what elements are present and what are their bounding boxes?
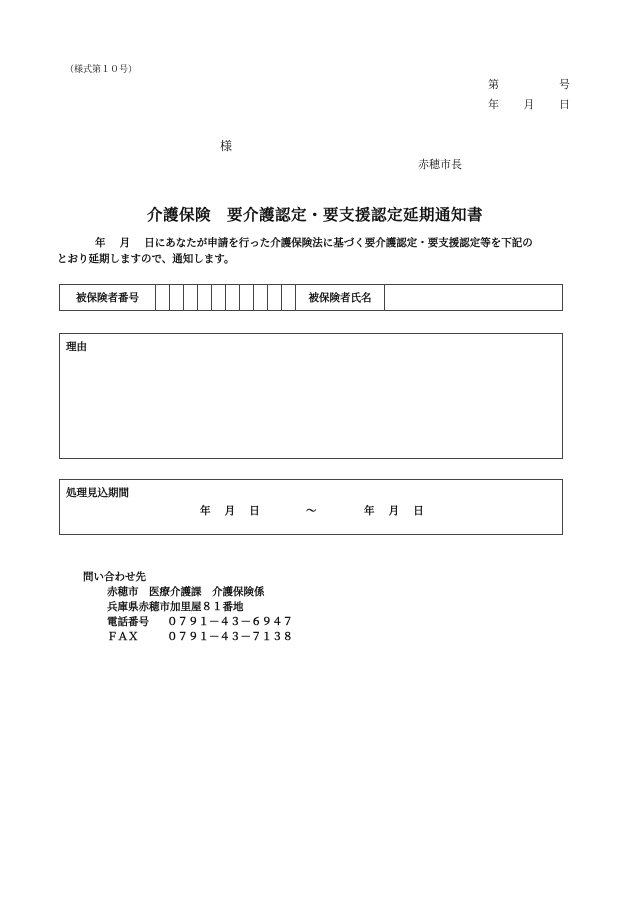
contact-heading: 問い合わせ先 xyxy=(83,571,146,583)
insured-number-cell xyxy=(226,285,240,310)
tel-number: ０７９１－４３－６９４７ xyxy=(167,616,293,628)
insured-info-row xyxy=(59,284,563,311)
date-month: 月 xyxy=(523,98,535,111)
period-to: 年 月 日 xyxy=(364,505,424,517)
doc-no-label: 第 xyxy=(488,78,499,91)
insured-number-cell xyxy=(170,285,184,310)
contact-block xyxy=(83,570,293,645)
form-number: （様式第１０号） xyxy=(65,65,138,75)
date-year: 年 xyxy=(488,98,499,111)
insured-number-cell xyxy=(212,285,226,310)
page-title: 介護保険 要介護認定・要支援認定延期通知書 xyxy=(146,206,483,224)
period-separator: ～ xyxy=(306,505,317,517)
insured-number-cell xyxy=(282,285,296,310)
body-text-line-1: 年 月 日にあなたが申請を行った介護保険法に基づく要介護認定・要支援認定等を下記の xyxy=(95,237,533,249)
insured-number-cells xyxy=(156,285,296,310)
contact-tel-row xyxy=(83,615,293,630)
insured-name-field xyxy=(385,285,562,310)
period-from: 年 月 日 xyxy=(200,505,260,517)
contact-address: 兵庫県赤穂市加里屋８１番地 xyxy=(107,601,244,613)
fax-label: ＦＡＸ xyxy=(107,631,139,643)
insured-number-cell xyxy=(268,285,282,310)
fax-number: ０７９１－４３－７１３８ xyxy=(167,631,293,643)
reason-box xyxy=(59,333,563,459)
insured-number-cell xyxy=(184,285,198,310)
processing-period-label: 処理見込期間 xyxy=(66,487,129,499)
tel-label: 電話番号 xyxy=(107,616,149,628)
date-day: 日 xyxy=(559,98,570,111)
doc-no-suffix: 号 xyxy=(559,78,570,91)
insured-number-cell xyxy=(240,285,254,310)
document-date xyxy=(488,96,570,112)
addressee-suffix: 様 xyxy=(220,139,233,153)
insured-number-cell xyxy=(156,285,170,310)
contact-dept: 赤穂市 医療介護課 介護保険係 xyxy=(107,586,265,598)
insured-name-label: 被保険者氏名 xyxy=(296,285,385,310)
body-text-line-2: とおり延期しますので、通知します。 xyxy=(57,253,235,265)
document-number xyxy=(488,76,570,92)
contact-fax-row xyxy=(83,630,293,645)
sender: 赤穂市長 xyxy=(418,158,462,171)
reason-label: 理由 xyxy=(66,341,87,353)
insured-number-cell xyxy=(254,285,268,310)
insured-number-cell xyxy=(198,285,212,310)
insured-number-label: 被保険者番号 xyxy=(60,285,156,310)
